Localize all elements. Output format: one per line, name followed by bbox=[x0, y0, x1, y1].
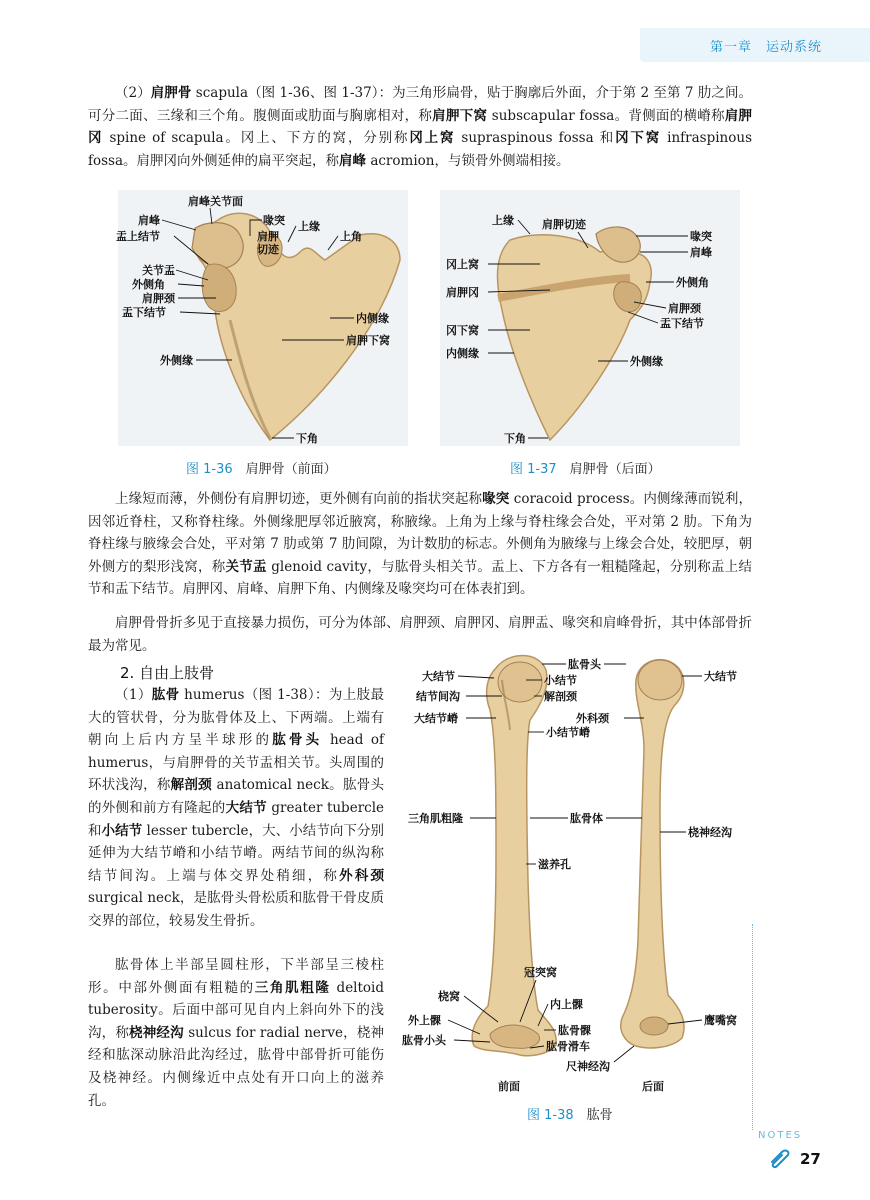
caption-fig-1-38: 图 1-38 肱骨 bbox=[527, 1108, 613, 1123]
label-upper-angle: 上角 bbox=[340, 230, 362, 243]
figure-1-36 bbox=[100, 190, 420, 452]
label-lesser-tubercle: 小结节 bbox=[544, 674, 577, 687]
label-neck: 肩胛颈 bbox=[142, 292, 175, 305]
label-lesser-crest: 小结节嵴 bbox=[546, 726, 590, 739]
humerus-head-back bbox=[638, 660, 682, 700]
label-radial-groove: 桡神经沟 bbox=[688, 826, 732, 839]
label-supraspinous: 冈上窝 bbox=[446, 258, 479, 271]
label-acromion: 肩峰 bbox=[138, 214, 160, 227]
notes-label: NOTES bbox=[758, 1130, 803, 1141]
label-inferior-angle: 下角 bbox=[296, 432, 318, 445]
caption-fig-1-37: 图 1-37 肩胛骨（后面） bbox=[510, 462, 661, 477]
label-nutrient: 滋养孔 bbox=[538, 858, 571, 871]
acromion-shape bbox=[192, 223, 243, 268]
humerus-front-shape bbox=[472, 656, 556, 1056]
notes-line bbox=[752, 924, 753, 1130]
label-ulnar-groove: 尺神经沟 bbox=[566, 1060, 610, 1073]
label-lateral-border-post: 外侧缘 bbox=[630, 355, 663, 368]
label-inferior-angle-post: 下角 bbox=[504, 432, 526, 445]
figure-1-38 bbox=[398, 650, 750, 1100]
label-surgical-neck: 外科颈 bbox=[576, 712, 609, 725]
label-neck-post: 肩胛颈 bbox=[668, 302, 701, 315]
label-notch-post: 肩胛切迹 bbox=[542, 218, 586, 231]
label-notch-2: 切迹 bbox=[257, 243, 279, 256]
label-lateral-epicondyle: 外上髁 bbox=[408, 1014, 441, 1027]
label-greater-crest: 大结节嵴 bbox=[414, 712, 458, 725]
label-coracoid-post: 喙突 bbox=[690, 230, 712, 243]
label-spine: 肩胛冈 bbox=[446, 286, 479, 299]
paperclip-icon bbox=[768, 1148, 794, 1170]
scapula-posterior-shape bbox=[497, 235, 651, 440]
label-deltoid: 三角肌粗隆 bbox=[408, 812, 463, 825]
label-back-view: 后面 bbox=[642, 1080, 664, 1093]
label-lateral-border: 外侧缘 bbox=[160, 354, 193, 367]
label-coronoid-fossa: 冠突窝 bbox=[524, 966, 557, 979]
label-subscapular: 肩胛下窝 bbox=[346, 334, 390, 347]
paragraph-humerus: （1）肱骨 humerus（图 1-38）：为上肢最大的管状骨，分为肱骨体及上、下两端。上端有朝向上后内方呈半球形的肱骨头 head of humerus，与肩胛骨的关节盂相关节。头周围的环状浅沟，称解剖颈 anatomical neck。肱骨头的外侧和前方有隆起的大结节 greater tubercle 和小结节 lesser tubercle，大、小结节向下分别延伸为大结节嵴和小结节嵴。两结节间的纵沟称结节间沟。上端与体交界处稍细，称外科颈 surgical neck，是肱骨头骨松质和肱骨干骨皮质交界的部位，较易发生骨折。 bbox=[88, 687, 385, 929]
label-humerus-head: 肱骨头 bbox=[568, 658, 601, 671]
label-radial-fossa: 桡窝 bbox=[438, 990, 460, 1003]
label-trochlea-condyle: 肱骨髁 bbox=[558, 1024, 591, 1037]
paragraph-humerus-shaft: 肱骨体上半部呈圆柱形，下半部呈三棱柱形。中部外侧面有粗糙的三角肌粗隆 deltoid tuberosity。后面中部可见自内上斜向外下的浅沟，称桡神经沟 sulcus for radial nerve，桡神经和肱深动脉沿此沟经过，肱骨中部骨折可能伤及桡神经。内侧缘近中点处有开口向上的滋养孔。 bbox=[88, 957, 385, 1109]
page-number: 27 bbox=[800, 1150, 821, 1168]
label-trochlea: 肱骨滑车 bbox=[546, 1040, 590, 1053]
label-capitulum: 肱骨小头 bbox=[402, 1034, 446, 1047]
label-infraglenoid-post: 盂下结节 bbox=[660, 317, 704, 330]
label-medial-border: 内侧缘 bbox=[356, 312, 389, 325]
label-anatomical-neck: 解剖颈 bbox=[544, 690, 577, 703]
label-upper-border: 上缘 bbox=[298, 220, 320, 233]
label-infraspinous: 冈下窝 bbox=[446, 324, 479, 337]
label-medial-border-post: 内侧缘 bbox=[446, 347, 479, 360]
figure-1-37 bbox=[440, 190, 750, 452]
caption-fig-1-36: 图 1-36 肩胛骨（前面） bbox=[186, 462, 337, 477]
label-olecranon: 鹰嘴窝 bbox=[704, 1014, 737, 1027]
paragraph-scapula-fracture: 肩胛骨骨折多见于直接暴力损伤，可分为体部、肩胛颈、肩胛冈、肩胛盂、喙突和肩峰骨折，其中体部骨折最为常见。 bbox=[88, 615, 752, 654]
label-acromion-post: 肩峰 bbox=[690, 246, 712, 259]
label-greater-tubercle-r: 大结节 bbox=[704, 670, 737, 683]
label-notch-1: 肩胛 bbox=[257, 230, 279, 243]
label-medial-epicondyle: 内上髁 bbox=[550, 998, 583, 1011]
label-upper-border-post: 上缘 bbox=[492, 214, 514, 227]
label-shaft: 肱骨体 bbox=[570, 812, 603, 825]
chapter-title: 第一章 运动系统 bbox=[709, 40, 822, 55]
olecranon-fossa-shape bbox=[640, 1017, 668, 1035]
paragraph-scapula-borders: 上缘短而薄，外侧份有肩胛切迹，更外侧有向前的指状突起称喙突 coracoid process。内侧缘薄而锐利，因邻近脊柱，又称脊柱缘。外侧缘肥厚邻近腋窝，称腋缘。上角为上缘与脊柱缘会合处，平对第 2 肋。下角为脊柱缘与腋缘会合处，平对第 7 肋或第 7 肋间隙，为计数肋的标志。外侧角为腋缘与上缘会合处，较肥厚，朝外侧方的梨形浅窝，称关节盂 glenoid cavity，与肱骨头相关节。盂上、下方各有一粗糙隆起，分别称盂上结节和盂下结节。肩胛冈、肩峰、肩胛下角、内侧缘及喙突均可在体表扪到。 bbox=[88, 491, 753, 598]
label-front-view: 前面 bbox=[498, 1080, 520, 1093]
section-title: 2. 自由上肢骨 bbox=[120, 664, 215, 682]
label-supraglenoid: 盂上结节 bbox=[116, 230, 160, 243]
label-intertubercular: 结节间沟 bbox=[416, 690, 460, 703]
label-glenoid: 关节盂 bbox=[142, 264, 175, 277]
paragraph-scapula: （2）肩胛骨 scapula（图 1-36、图 1-37）：为三角形扁骨，贴于胸廓后外面，介于第 2 至第 7 肋之间。可分二面、三缘和三个角。腹侧面或肋面与胸廓相对，称肩胛下窝 subscapular fossa。背侧面的横嵴称肩胛冈 spine of scapula。冈上、下方的窝，分别称冈上窝 supraspinous fossa 和冈下窝 infraspinous fossa。肩胛冈向外侧延伸的扁平突起，称肩峰 acromion，与锁骨外侧端相接。 bbox=[88, 85, 753, 169]
label-acromial-facet: 肩峰关节面 bbox=[188, 195, 243, 208]
page-header bbox=[0, 0, 870, 70]
label-lateral-angle-post: 外侧角 bbox=[676, 276, 709, 289]
label-lateral-angle: 外侧角 bbox=[132, 278, 165, 291]
label-infraglenoid: 盂下结节 bbox=[122, 306, 166, 319]
label-coracoid: 喙突 bbox=[263, 214, 285, 227]
label-greater-tubercle-l: 大结节 bbox=[422, 670, 455, 683]
